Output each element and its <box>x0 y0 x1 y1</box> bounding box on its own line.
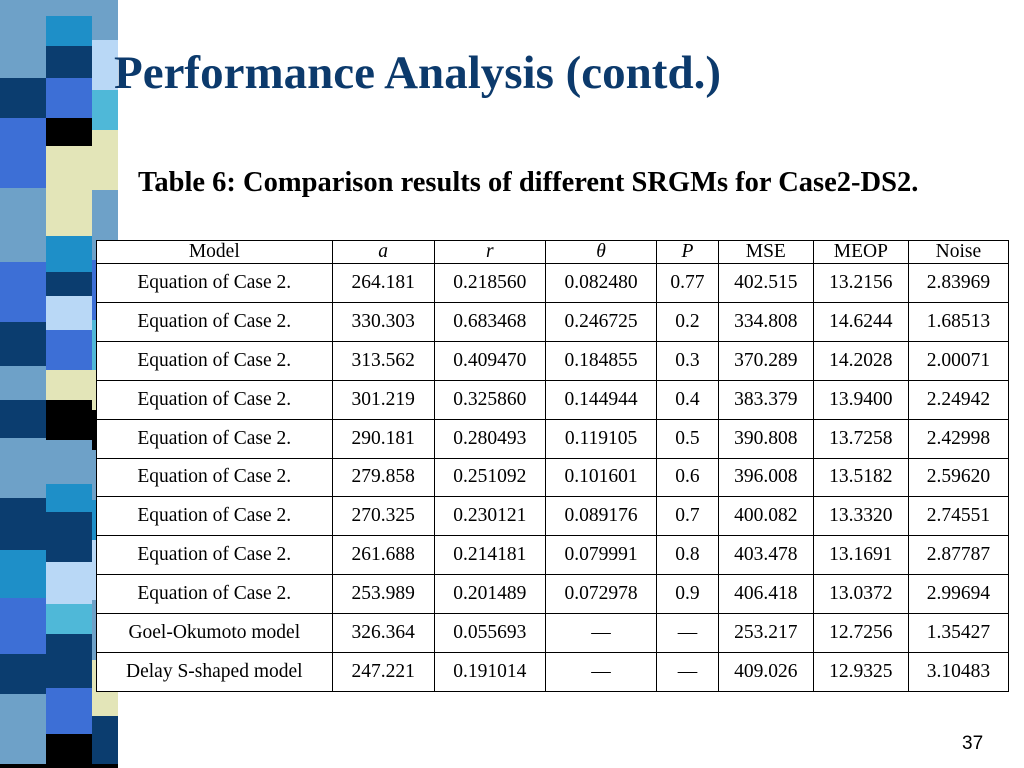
table-cell: 0.214181 <box>434 536 545 575</box>
stripe-block <box>0 438 46 498</box>
table-cell: 279.858 <box>332 458 434 497</box>
column-header-meop: MEOP <box>813 241 908 264</box>
column-header-noise: Noise <box>908 241 1008 264</box>
slide-title: Performance Analysis (contd.) <box>114 47 721 99</box>
table-row <box>97 419 1009 458</box>
table-cell: 0.280493 <box>434 419 545 458</box>
stripe-block <box>46 330 92 370</box>
table-cell: — <box>657 614 719 653</box>
table-cell: 1.35427 <box>908 614 1008 653</box>
stripe-block <box>46 440 92 484</box>
table-cell: — <box>545 614 656 653</box>
stripe-block <box>0 0 46 78</box>
table-cell: 253.217 <box>718 614 813 653</box>
table-cell: Equation of Case 2. <box>97 380 333 419</box>
table-cell: 0.055693 <box>434 614 545 653</box>
stripe-block <box>46 236 92 272</box>
table-cell: 0.082480 <box>545 264 656 303</box>
table-cell: 330.303 <box>332 302 434 341</box>
table-cell: — <box>545 653 656 692</box>
table-cell: Equation of Case 2. <box>97 341 333 380</box>
column-header-a: a <box>332 241 434 264</box>
table-row <box>97 458 1009 497</box>
table-cell: 0.683468 <box>434 302 545 341</box>
column-header-model: Model <box>97 241 333 264</box>
table-cell: Equation of Case 2. <box>97 419 333 458</box>
stripe-block <box>46 484 92 512</box>
table-cell: 13.0372 <box>813 575 908 614</box>
table-cell: 0.144944 <box>545 380 656 419</box>
table-cell: 0.3 <box>657 341 719 380</box>
table-cell: 0.2 <box>657 302 719 341</box>
stripe-block <box>0 188 46 262</box>
table-cell: 13.2156 <box>813 264 908 303</box>
table-cell: 0.089176 <box>545 497 656 536</box>
table-cell: 0.246725 <box>545 302 656 341</box>
table-cell: 2.99694 <box>908 575 1008 614</box>
stripe-block <box>46 46 92 78</box>
table-cell: 264.181 <box>332 264 434 303</box>
stripe-block <box>46 370 92 400</box>
table-cell: 270.325 <box>332 497 434 536</box>
table-cell: 409.026 <box>718 653 813 692</box>
table-cell: 290.181 <box>332 419 434 458</box>
table-cell: 2.59620 <box>908 458 1008 497</box>
table-cell: 313.562 <box>332 341 434 380</box>
table-cell: 13.9400 <box>813 380 908 419</box>
column-header-mse: MSE <box>718 241 813 264</box>
table-cell: 400.082 <box>718 497 813 536</box>
stripe-block <box>92 716 118 764</box>
stripe-block <box>46 16 92 46</box>
table-cell: 2.87787 <box>908 536 1008 575</box>
table-cell: 13.5182 <box>813 458 908 497</box>
table-cell: 2.83969 <box>908 264 1008 303</box>
table-cell: 0.072978 <box>545 575 656 614</box>
table-cell: 13.1691 <box>813 536 908 575</box>
stripe-block <box>0 498 46 550</box>
table-cell: Equation of Case 2. <box>97 497 333 536</box>
stripe-block <box>46 634 92 688</box>
table-cell: 0.7 <box>657 497 719 536</box>
table-cell: 12.7256 <box>813 614 908 653</box>
table-cell: 2.74551 <box>908 497 1008 536</box>
table-cell: 12.9325 <box>813 653 908 692</box>
table-cell: Delay S-shaped model <box>97 653 333 692</box>
table-cell: 0.4 <box>657 380 719 419</box>
table-cell: 0.251092 <box>434 458 545 497</box>
table-row <box>97 341 1009 380</box>
stripe-block <box>46 272 92 296</box>
table-cell: 396.008 <box>718 458 813 497</box>
table-cell: 390.808 <box>718 419 813 458</box>
table-cell: 0.409470 <box>434 341 545 380</box>
stripe-column-outer <box>0 0 46 768</box>
stripe-block <box>46 562 92 604</box>
table-cell: 370.289 <box>718 341 813 380</box>
table-cell: 334.808 <box>718 302 813 341</box>
stripe-block <box>46 512 92 562</box>
stripe-block <box>0 550 46 598</box>
stripe-block <box>46 192 92 236</box>
table-cell: 403.478 <box>718 536 813 575</box>
table-cell: 2.00071 <box>908 341 1008 380</box>
stripe-block <box>0 400 46 438</box>
stripe-column-middle <box>46 0 92 768</box>
table-cell: 0.218560 <box>434 264 545 303</box>
stripe-block <box>46 146 92 192</box>
table-cell: 0.101601 <box>545 458 656 497</box>
table-cell: 402.515 <box>718 264 813 303</box>
table-cell: Equation of Case 2. <box>97 302 333 341</box>
comparison-table <box>96 240 1009 692</box>
table-cell: 0.230121 <box>434 497 545 536</box>
table-cell: Equation of Case 2. <box>97 575 333 614</box>
table-cell: 2.42998 <box>908 419 1008 458</box>
table-cell: 326.364 <box>332 614 434 653</box>
table-caption: Table 6: Comparison results of different SRGMs for Case2-DS2. <box>138 167 919 198</box>
page-number: 37 <box>962 733 984 754</box>
table-cell: 0.325860 <box>434 380 545 419</box>
table-cell: 261.688 <box>332 536 434 575</box>
stripe-block <box>46 0 92 16</box>
stripe-block <box>46 78 92 118</box>
stripe-block <box>0 694 46 768</box>
table-cell: 13.7258 <box>813 419 908 458</box>
stripe-block <box>46 400 92 440</box>
stripe-block <box>0 654 46 694</box>
table-cell: 301.219 <box>332 380 434 419</box>
table-row <box>97 380 1009 419</box>
table-cell: Equation of Case 2. <box>97 458 333 497</box>
stripe-block <box>0 78 46 118</box>
table-cell: 0.5 <box>657 419 719 458</box>
column-header-theta: θ <box>545 241 656 264</box>
table-cell: 0.079991 <box>545 536 656 575</box>
stripe-block <box>0 118 46 188</box>
stripe-block <box>92 0 118 40</box>
table-cell: 3.10483 <box>908 653 1008 692</box>
stripe-block <box>46 734 92 768</box>
table-cell: 0.201489 <box>434 575 545 614</box>
table-cell: 0.191014 <box>434 653 545 692</box>
table-cell: 13.3320 <box>813 497 908 536</box>
table-cell: 253.989 <box>332 575 434 614</box>
stripe-block <box>46 118 92 146</box>
table-cell: Equation of Case 2. <box>97 264 333 303</box>
table-row <box>97 302 1009 341</box>
table-cell: 0.8 <box>657 536 719 575</box>
table-cell: 406.418 <box>718 575 813 614</box>
table-row <box>97 264 1009 303</box>
table-cell: 383.379 <box>718 380 813 419</box>
table-cell: — <box>657 653 719 692</box>
table-cell: Equation of Case 2. <box>97 536 333 575</box>
stripe-block <box>46 688 92 734</box>
table-row <box>97 653 1009 692</box>
table-row <box>97 497 1009 536</box>
stripe-block <box>46 604 92 634</box>
table-cell: 0.184855 <box>545 341 656 380</box>
table-header-row <box>97 241 1009 264</box>
stripe-block <box>0 322 46 366</box>
table-cell: 1.68513 <box>908 302 1008 341</box>
table-cell: Goel-Okumoto model <box>97 614 333 653</box>
table-cell: 2.24942 <box>908 380 1008 419</box>
table-cell: 0.9 <box>657 575 719 614</box>
table-cell: 14.6244 <box>813 302 908 341</box>
stripe-block <box>0 598 46 654</box>
table-cell: 0.77 <box>657 264 719 303</box>
table-row <box>97 575 1009 614</box>
stripe-block <box>0 366 46 400</box>
table-cell: 0.6 <box>657 458 719 497</box>
stripe-block <box>0 262 46 322</box>
stripe-block <box>46 296 92 330</box>
table-cell: 247.221 <box>332 653 434 692</box>
column-header-p: P <box>657 241 719 264</box>
table-cell: 0.119105 <box>545 419 656 458</box>
table-row <box>97 614 1009 653</box>
table-cell: 14.2028 <box>813 341 908 380</box>
column-header-r: r <box>434 241 545 264</box>
stripe-baseline-rule <box>0 764 118 768</box>
table-row <box>97 536 1009 575</box>
stripe-block <box>92 130 118 190</box>
